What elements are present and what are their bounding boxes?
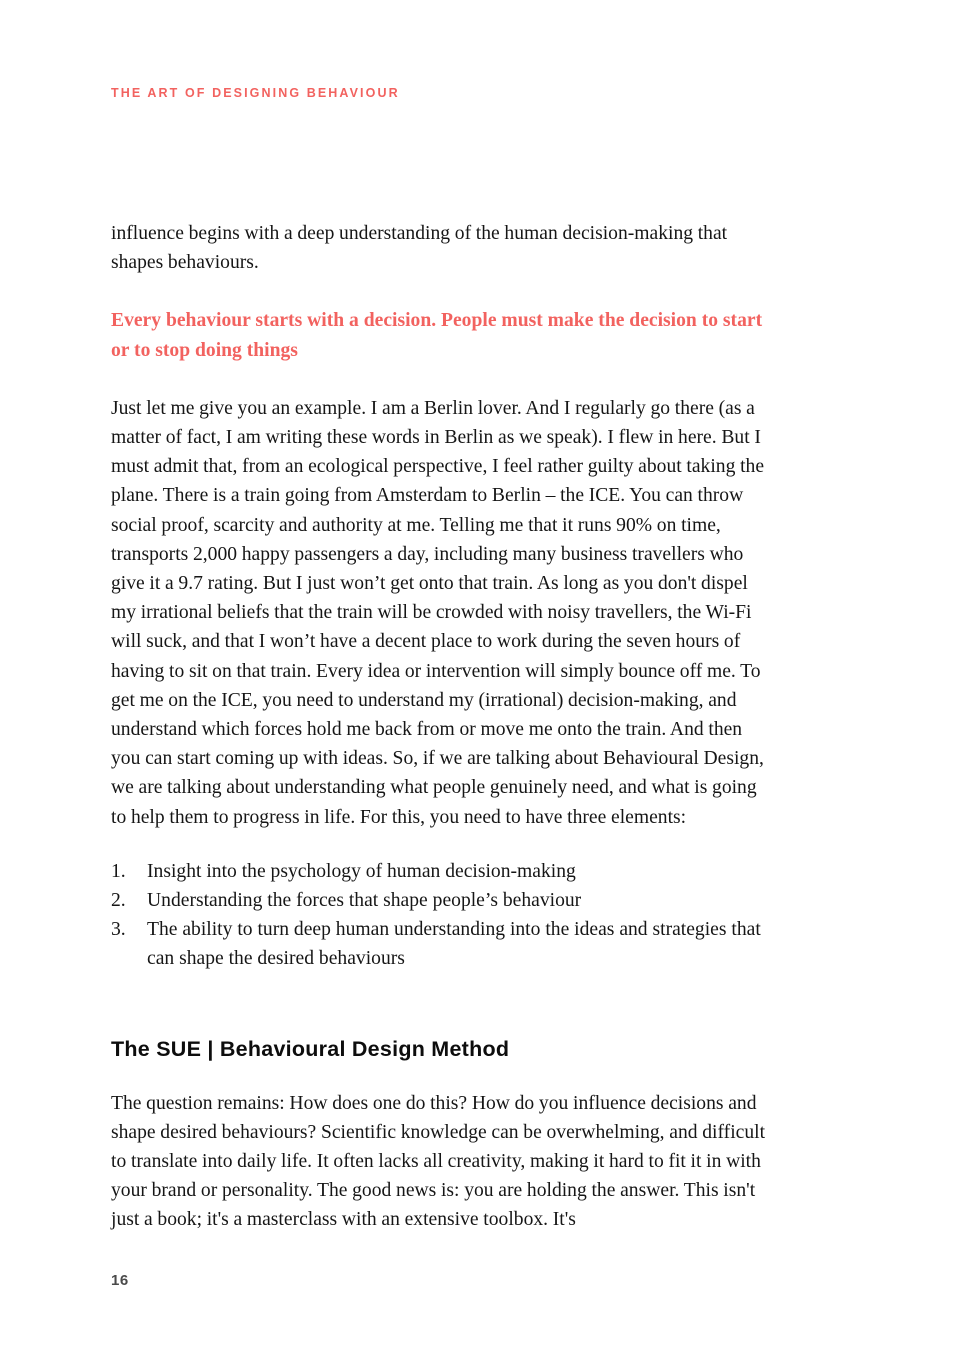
list-item bbox=[111, 915, 775, 973]
paragraph-berlin-example: Just let me give you an example. I am a Berlin lover. And I regularly go there (as a matter of fact, I am writing these words in Berlin as we speak). I flew in here. But I must admit that, from an ecological perspective, I feel rather guilty about taking the plane. There is a train going from Amsterdam to Berlin – the ICE. You can throw social proof, scarcity and authority at me. Telling me that it runs 90% on time, transports 2,000 happy passengers a day, including many business travellers who give it a 9.7 rating. But I just won’t get onto that train. As long as you don't dispel my irrational beliefs that the train will be crowded with noisy travellers, the Wi-Fi will suck, and that I won’t have a decent place to work during the seven hours of having to sit on that train. Every idea or intervention will simply bounce off me. To get me on the ICE, you need to understand my (irrational) decision-making, and understand which forces hold me back from or move me onto the train. And then you can start coming up with ideas. So, if we are talking about Behavioural Design, we are talking about understanding what people genuinely need, and what is going to help them to progress in life. For this, you need to have three elements: bbox=[111, 397, 765, 828]
pull-quote-statement: Every behaviour starts with a decision. People must make the decision to start or to stop doing things bbox=[111, 310, 763, 361]
list-item bbox=[111, 857, 775, 886]
list-item-label: Understanding the forces that shape people’s behaviour bbox=[147, 890, 582, 912]
heading-spacer-bottom bbox=[111, 1062, 775, 1089]
paragraph-continuation: influence begins with a deep understanding of the human decision-making that shapes behaviours. bbox=[111, 223, 728, 274]
three-elements-list bbox=[111, 857, 775, 974]
paragraph-spacer bbox=[111, 277, 775, 306]
list-item-number: 1. bbox=[111, 860, 126, 882]
text-column bbox=[111, 219, 775, 1235]
paragraph-question-remains: The question remains: How does one do this? How do you influence decisions and shape desired behaviours? Scientific knowledge can be overwhelming, and difficult to translate into daily life. It often lacks all creativity, making it hard to fit it in with your brand or personality. The good news is: you are holding the answer. This isn't just a book; it's a masterclass with an extensive toolbox. It's bbox=[111, 1092, 766, 1231]
running-head: THE ART OF DESIGNING BEHAVIOUR bbox=[111, 86, 400, 100]
list-spacer bbox=[111, 832, 775, 857]
list-item-label: The ability to turn deep human understanding into the ideas and strategies that can shape the desired behaviours bbox=[147, 919, 761, 970]
heading-spacer-top bbox=[111, 974, 775, 1036]
paragraph-spacer bbox=[111, 365, 775, 394]
page-number: 16 bbox=[111, 1272, 129, 1289]
section-heading: The SUE | Behavioural Design Method bbox=[111, 1036, 510, 1061]
list-item bbox=[111, 886, 775, 915]
list-item-number: 3. bbox=[111, 919, 126, 941]
list-item-label: Insight into the psychology of human decision-making bbox=[147, 860, 576, 882]
list-item-number: 2. bbox=[111, 890, 126, 912]
